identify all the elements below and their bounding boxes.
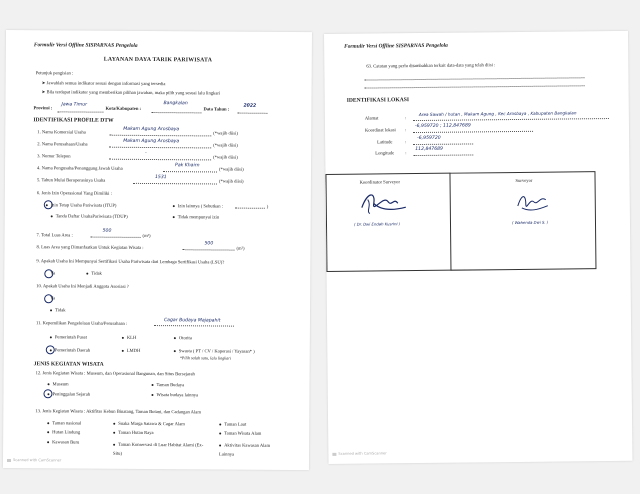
colon: :	[405, 139, 407, 145]
scanner-footer: Scanned with CamScanner	[332, 451, 386, 456]
q6-option: Tanda Daftar UsahaPariwisata (TDUP)	[51, 213, 128, 219]
q63-label: 63. Catatan yang perlu ditambahkan terkait data-data yang telah diisi :	[366, 62, 496, 69]
koordinator-signature	[354, 189, 414, 218]
colon: :	[405, 150, 407, 156]
q13-option: Aktivitas Kawasan Alam Lainnya	[219, 442, 271, 457]
item-label: 3. Nomor Telepon	[37, 153, 71, 159]
petunjuk-item: ➤ Jawablah semua indikator sesuai dengan informasi yang tersedia	[41, 80, 166, 87]
kegiatan-heading: JENIS KEGIATAN WISATA	[33, 361, 104, 368]
koordinat-value: -6,959720 ; 112,847689	[414, 123, 471, 130]
item-value: Pak Khairn	[175, 163, 200, 169]
q11-option: Otorita	[174, 335, 192, 340]
q13-option: Hutan Lindung	[47, 429, 80, 434]
kota-value: Bangkalan	[163, 101, 188, 107]
q9-option: Tidak	[86, 271, 102, 276]
q9-option: Ya	[50, 270, 56, 276]
form-header: Formulir Versi Offline SISPARNAS Pengelola	[344, 42, 448, 50]
right-form-page	[324, 31, 632, 464]
koordinator-name: ( Dr. Dwi Endah Kusrini )	[353, 221, 401, 227]
provinsi-label: Provinsi :	[33, 105, 53, 111]
q8-value: 500	[204, 241, 214, 247]
q11-option: LMDH	[122, 348, 141, 353]
q12-option: Wisata budaya lainnya	[151, 392, 198, 397]
surveyor-label: Surveyor	[515, 177, 533, 184]
item-label: 4. Nama Pengusaha/Penanggung Jawab Usaha	[37, 165, 123, 171]
q7-value: 500	[102, 228, 112, 234]
required-note: (*wajib diisi)	[219, 166, 244, 172]
q8-label: 8. Luas Area yang Dimanfaatkan Untuk Kegiatan Wisata :	[36, 244, 144, 250]
q8-unit: (m²)	[236, 245, 245, 251]
petunjuk-item: ➤ Bila terdapat indikator yang memberikan pilihan jawaban, maka pilih yang sesuai lalu lingkari	[41, 89, 221, 96]
latitude-label: Latitude	[377, 139, 393, 145]
item-value: Makam Agung Arosbaya	[123, 138, 180, 145]
surveyor-signature	[512, 192, 552, 216]
q7-label: 7. Total Luas Area :	[36, 232, 73, 238]
item-label: 1. Nama Komersial Usaha	[37, 129, 86, 135]
q6-label: 6. Jenis Izin Operasional Yang Dimiliki :	[36, 190, 112, 196]
koordinator-label: Koordinator Surveyor	[359, 179, 401, 185]
q10-label: 10. Apakah Usaha Ini Menjadi Anggota Asosiasi ?	[36, 283, 129, 289]
q7-unit: (m²)	[142, 232, 151, 239]
q13-option: Taman Laut	[219, 421, 246, 426]
q11-label: 11. Kepemilikan Pengelolaan Usaha/Perusahaan :	[35, 320, 128, 326]
q11-option: Swasta ( PT / CV / Koperasi / Yayasan* )	[174, 348, 255, 354]
surveyor-name: ( Wahenda Dwi S. )	[511, 219, 549, 226]
item-label: 5. Tahun Mulai Beroperasinya Usaha	[36, 177, 106, 183]
q13-option: Taman Konservasi di Luar Habitat Alami (Ex-Situ)	[113, 441, 204, 456]
q12-label: 12. Jenis Kegiatan Wisata : Museum, dan Operasional Bangunan, dan Situs Bersejarah	[35, 370, 195, 377]
longitude-label: Longitude	[375, 150, 395, 156]
provinsi-value: Jawa Timur	[61, 102, 88, 108]
form-title: LAYANAN DAYA TARIK PARIWISATA	[103, 56, 213, 64]
q6-option: Tidak mempunyai izin	[173, 214, 219, 219]
item-value: Makam Agung Arosbaya	[123, 126, 180, 133]
q9-label: 9. Apakah Usaha Ini Mempunyai Sertifikasi Usaha Pariwisata dari Lembaga Sertifikasi Usaha (LSU)?	[36, 258, 225, 265]
data-tahun-label: Data Tahun :	[203, 106, 230, 112]
q11-option: Pemerintah Pusat	[50, 334, 87, 339]
item-value: -	[145, 150, 147, 156]
scanner-footer: Scanned with CamScanner	[7, 458, 61, 462]
q12-option: Museum	[48, 381, 69, 386]
q6-paren: )	[266, 203, 269, 209]
q12-option: Taman Budaya	[152, 382, 185, 387]
item-label: 2. Nama Perusahaan/Usaha	[37, 141, 88, 147]
q11-note: *Pilih salah satu, lalu lingkari	[179, 355, 232, 361]
latitude-value: -6,959720	[417, 135, 441, 142]
q6-option: Izin Tetap Usaha Pariwisata (ITUP)	[46, 202, 117, 207]
colon: :	[404, 115, 407, 121]
q13-option: Taman Hutan Raya	[113, 430, 153, 435]
alamat-label: Alamat	[364, 115, 379, 121]
koordinat-label: Koordinat lokasi	[364, 127, 396, 133]
lokasi-heading: IDENTIFIKASI LOKASI	[346, 97, 410, 104]
q6-option: Izin lainnya ( Sebutkan :	[173, 203, 223, 208]
required-note: (*wajib diisi)	[213, 142, 238, 148]
longitude-value: 112,847689	[415, 146, 444, 153]
q13-option: Taman nasional	[47, 420, 81, 425]
kota-label: Kota/Kabupaten :	[105, 105, 142, 111]
petunjuk-label: Petunjuk pengisian :	[35, 70, 74, 76]
item-value: 1531	[154, 175, 167, 181]
required-note: (*wajib diisi)	[218, 178, 244, 184]
form-header: Formulir Versi Offline SISPARNAS Pengelola	[33, 42, 138, 49]
left-form-page	[3, 30, 312, 470]
required-note: (*wajib diisi)	[213, 154, 238, 160]
q13-option: Taman Wisata Alam	[219, 430, 261, 435]
q10-option: Ya	[50, 295, 56, 301]
data-tahun-value: 2022	[243, 103, 257, 109]
q13-option: Suaka Marga Satawa & Cagar Alam	[113, 421, 185, 427]
q11-option: KLH	[122, 335, 136, 340]
q11-option: Pemerintah Daerah	[50, 347, 90, 352]
q11-value: Cagar Budaya Majapahit	[163, 318, 221, 324]
profile-heading: IDENTIFIKASI PROFILE DTW	[33, 117, 114, 124]
q13-label: 13. Jenis Kegiatan Wisata : Aktifitas Kebun Binatang, Taman Botani, dan Cadangan Alam	[35, 408, 201, 415]
q10-option: Tidak	[50, 307, 66, 312]
q12-option: Peninggalan Sejarah	[47, 391, 90, 396]
alamat-value: Area Sawah / hutan , Makam Agung , Kec Arosbaya , Kabupaten Bangkalan	[418, 110, 577, 118]
colon: :	[404, 127, 407, 133]
required-note: (*wajib diisi)	[213, 130, 238, 136]
q13-option: Kawasan Buru	[47, 439, 79, 444]
